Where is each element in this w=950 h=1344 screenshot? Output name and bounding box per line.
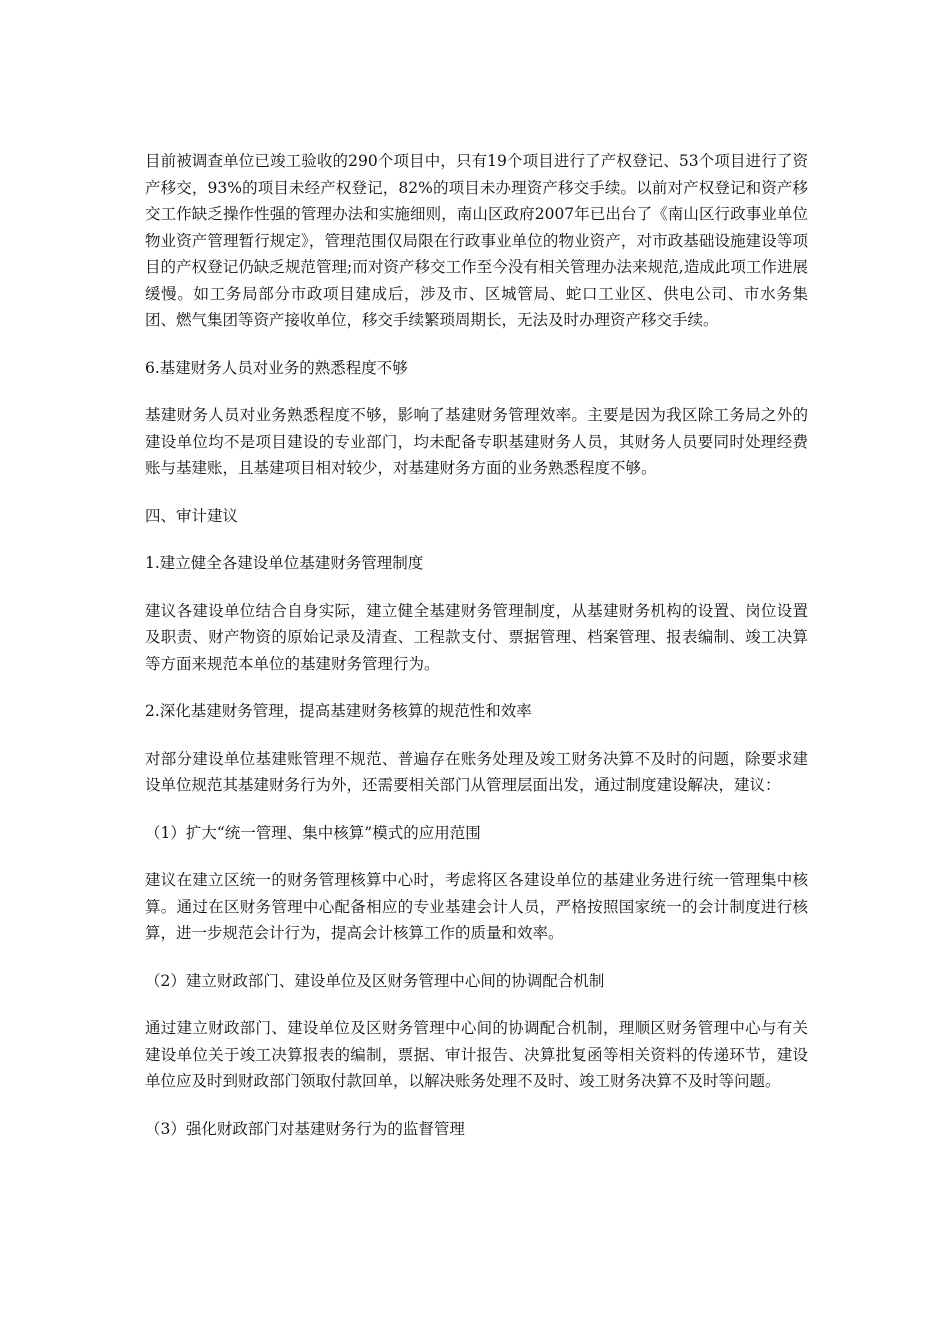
paragraph-sub-2: 通过建立财政部门、建设单位及区财务管理中心间的协调配合机制，理顺区财务管理中心与有关建设单位关于竣工决算报表的编制，票据、审计报告、决算批复函等相关资料的传递环节，建设单位应及时到财政部门领取付款回单，以解决账务处理不及时、竣工财务决算不及时等问题。: [145, 1019, 808, 1090]
heading-audit-suggestions: 四、审计建议: [145, 506, 239, 525]
heading-sub-1: （1）扩大“统一管理、集中核算”模式的应用范围: [145, 823, 481, 842]
heading-staff-familiarity: 6.基建财务人员对业务的熟悉程度不够: [145, 358, 408, 377]
heading-sub-2: （2）建立财政部门、建设单位及区财务管理中心间的协调配合机制: [145, 971, 605, 990]
paragraph-asset-transfer: 目前被调查单位已竣工验收的290个项目中，只有19个项目进行了产权登记、53个项目进行了资产移交，93%的项目未经产权登记，82%的项目未办理资产移交手续。以前对产权登记和资产移交工作缺乏操作性强的管理办法和实施细则，南山区政府2007年已出台了《南山区行政事业单位物业资产管理暂行规定》，管理范围仅局限在行政事业单位的物业资产，对市政基础设施建设等项目的产权登记仍缺乏规范管理;而对资产移交工作至今没有相关管理办法来规范,造成此项工作进展缓慢。如工务局部分市政项目建成后，涉及市、区城管局、蛇口工业区、供电公司、市水务集团、燃气集团等资产接收单位，移交手续繁琐周期长，无法及时办理资产移交手续。: [145, 152, 808, 329]
document-body: [145, 148, 808, 1163]
heading-suggestion-1: 1.建立健全各建设单位基建财务管理制度: [145, 554, 424, 572]
paragraph-suggestion-2: 对部分建设单位基建账管理不规范、普遍存在账务处理及竣工财务决算不及时的问题，除要求建设单位规范其基建财务行为外，还需要相关部门从管理层面出发，通过制度建设解决，建议：: [145, 749, 808, 794]
paragraph-staff-familiarity: 基建财务人员对业务熟悉程度不够，影响了基建财务管理效率。主要是因为我区除工务局之外的建设单位均不是项目建设的专业部门，均未配备专职基建财务人员，其财务人员要同时处理经费账与基建账，且基建项目相对较少，对基建财务方面的业务熟悉程度不够。: [145, 406, 808, 477]
paragraph-suggestion-1: 建议各建设单位结合自身实际，建立健全基建财务管理制度，从基建财务机构的设置、岗位设置及职责、财产物资的原始记录及清查、工程款支付、票据管理、档案管理、报表编制、竣工决算等方面来规范本单位的基建财务管理行为。: [145, 601, 808, 673]
paragraph-sub-1: 建议在建立区统一的财务管理核算中心时，考虑将区各建设单位的基建业务进行统一管理集中核算。通过在区财务管理中心配备相应的专业基建会计人员，严格按照国家统一的会计制度进行核算，进一步规范会计行为，提高会计核算工作的质量和效率。: [145, 871, 808, 942]
heading-sub-3: （3）强化财政部门对基建财务行为的监督管理: [145, 1119, 465, 1138]
heading-suggestion-2: 2.深化基建财务管理，提高基建财务核算的规范性和效率: [145, 702, 532, 720]
